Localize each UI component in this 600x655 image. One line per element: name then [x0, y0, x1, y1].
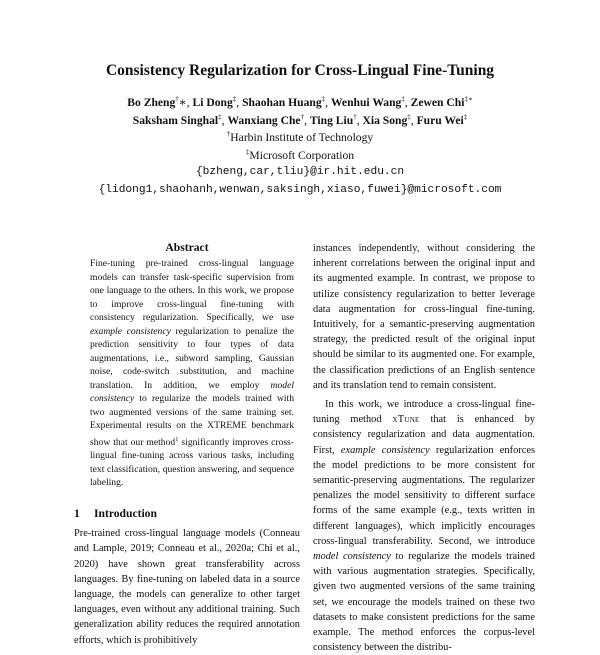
- paper-title: Consistency Regularization for Cross-Lingual Fine-Tuning: [105, 62, 495, 79]
- abstract-emphasis: example consistency: [90, 325, 171, 337]
- author-separator: ∗,: [178, 96, 190, 109]
- author-name: Saksham Singhal: [132, 113, 219, 127]
- footnote-mark[interactable]: 1: [175, 435, 179, 443]
- author-separator: ,: [304, 113, 307, 127]
- author-name: Wanxiang Che: [227, 113, 301, 127]
- abstract-text-part: to regularize the models trained with two augmented versions of the same training set. Experimental results on the XTREME benchmark show that our method: [90, 393, 294, 448]
- affiliation-mark: ‡: [245, 147, 250, 156]
- email-hit: {bzheng,car,tliu}@ir.hit.edu.cn: [195, 166, 405, 178]
- paragraph-text-part: In this work, we introduce a cross-lingual fine-tuning method: [313, 399, 535, 426]
- section-heading-introduction: [74, 506, 300, 521]
- author-line-1: [0, 94, 600, 112]
- affiliation-mark: ‡: [407, 112, 411, 121]
- paragraph-text-part: regularization enforces the model predictions to be more consistent for semantic-preserving augmentations. The regularizer penalizes the model sensitivity to different surface forms of the same example (e.g., texts written in different languages), which implicitly encourages cross-lingual transferability. Second, we introduce: [313, 444, 535, 547]
- affiliation-mark: ‡: [218, 112, 222, 121]
- author-separator: ,: [404, 96, 408, 109]
- author-name: Shaohan Huang: [242, 96, 322, 109]
- affiliation-mark: †: [226, 130, 231, 139]
- paragraph-text-part: that is enhanced by consistency regularization and data augmentation. First,: [313, 414, 535, 456]
- author-separator: ,: [221, 113, 225, 127]
- affiliation-name: Harbin Institute of Technology: [230, 131, 374, 144]
- affiliation-mark: †: [175, 95, 179, 104]
- author-separator: ,: [325, 96, 329, 109]
- section-number: 1: [74, 506, 80, 520]
- affiliation-mark: ‡: [321, 95, 326, 104]
- paragraph-text-part: to regularize the models trained with various augmentation strategies. Specifically, given two augmented versions of the same training set, we encourage the models trained on these two datasets to make consistent predictions for the same example. The method enforces the corpus-level consistency between the distribu-: [313, 551, 535, 654]
- affiliation-microsoft: [0, 147, 600, 165]
- abstract-text-part: regularization to penalize the prediction sensitivity to four types of data augmentations, i.e., subword sampling, Gaussian noise, code-switch substitution, and machine translation. In addition, we employ: [90, 325, 294, 391]
- affiliation-mark: ‡: [232, 95, 237, 104]
- abstract-emphasis: model consistency: [90, 379, 294, 405]
- method-name: xTune: [392, 414, 420, 426]
- author-name: Zewen Chi: [410, 96, 465, 109]
- affiliation-name: Microsoft Corporation: [249, 148, 355, 162]
- right-paragraph-2: [313, 397, 535, 655]
- author-separator: ,: [236, 96, 240, 109]
- author-line-2: [0, 112, 600, 130]
- paragraph-emphasis: example consistency: [340, 444, 430, 456]
- author-separator: ,: [410, 113, 414, 127]
- affiliation-mark: ‡∗: [464, 95, 473, 104]
- author-name: Xia Song: [362, 113, 408, 127]
- author-block: [0, 94, 600, 199]
- author-name: Furu Wei: [416, 113, 464, 127]
- author-name: Ting Liu: [309, 113, 354, 127]
- affiliation-mark: ‡: [401, 95, 405, 104]
- section-title: Introduction: [94, 506, 157, 520]
- intro-paragraph: Pre-trained cross-lingual language models (Conneau and Lample, 2019; Conneau et al., 2020a; Chi et al., 2020) have shown great transferability across languages. By fine-tuning on labeled data in a source language, the models can generalize to other target languages, even without any additional training. Such generalization ability reduces the required annotation efforts, which is prohibitively: [74, 528, 300, 646]
- affiliation-mark: ‡: [463, 112, 468, 121]
- affiliation-hit: [0, 129, 600, 147]
- affiliation-mark: †: [353, 112, 357, 121]
- email-microsoft: {lidong1,shaohanh,wenwan,saksingh,xiaso,fuwei}@microsoft.com: [98, 183, 502, 196]
- right-column: [313, 241, 535, 655]
- left-column: [74, 240, 300, 648]
- abstract-text: [90, 257, 294, 490]
- abstract-text-part: Fine-tuning pre-trained cross-lingual language models can transfer task-specific supervision from one language to the others. In this work, we propose to improve cross-lingual fine-tuning with consistency regularization. Specifically, we use: [90, 258, 294, 324]
- paragraph-emphasis: model consistency: [313, 551, 391, 563]
- author-name: Li Dong: [192, 96, 233, 109]
- abstract-text-part: significantly improves cross-lingual fine-tuning across various tasks, including text classification, question answering, and sequence labeling.: [90, 436, 294, 489]
- affiliation-mark: †: [300, 112, 305, 121]
- right-paragraph-1: instances independently, without considering the inherent correlations between the original input and its augmented example. In contrast, we propose to utilize consistency regularization to better leverage data augmentation for cross-lingual fine-tuning. Intuitively, for a semantic-preserving augmentation strategy, the predicted result of the original input should be similar to its augmented one. For example, the classification predictions of an English sentence and its translation tend to remain consistent.: [313, 243, 535, 391]
- author-name: Bo Zheng: [127, 96, 176, 109]
- author-separator: ,: [356, 113, 360, 127]
- abstract-heading: Abstract: [165, 241, 209, 254]
- author-name: Wenhui Wang: [330, 96, 402, 109]
